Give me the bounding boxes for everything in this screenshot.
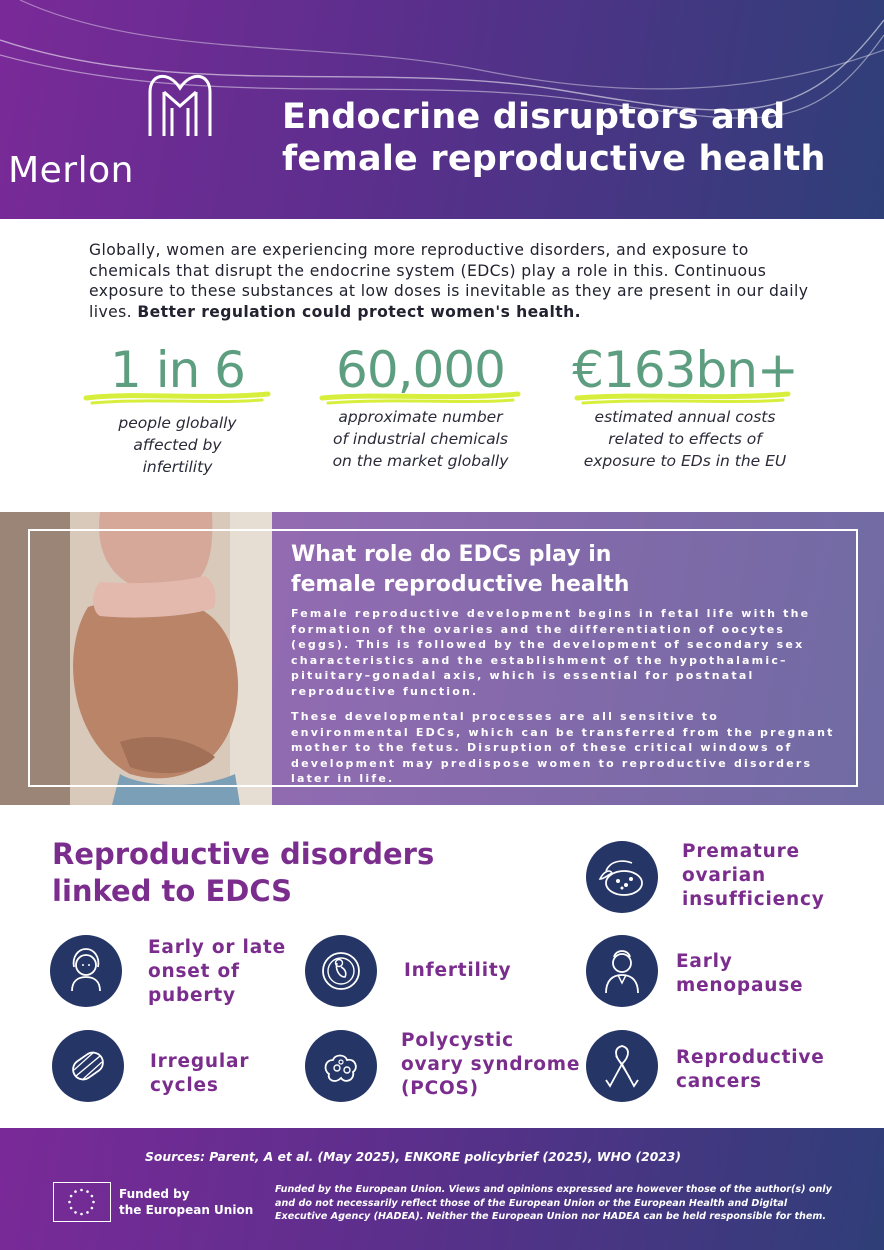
header-banner bbox=[0, 0, 884, 219]
stat-label-line: people globally bbox=[118, 414, 237, 432]
disorder-label bbox=[148, 936, 298, 1008]
disorders-heading bbox=[52, 836, 502, 910]
stat-infertility bbox=[80, 342, 275, 478]
stat-label-line: approximate number bbox=[338, 408, 503, 426]
disorder-label-line: Early or late bbox=[148, 937, 286, 958]
disorder-label bbox=[676, 1046, 866, 1094]
woman-icon bbox=[586, 935, 658, 1007]
disorder-label bbox=[682, 840, 872, 912]
role-heading-line-2: female reproductive health bbox=[291, 572, 630, 597]
disorder-label bbox=[401, 1029, 581, 1101]
stat-label-line: on the market globally bbox=[332, 452, 509, 470]
intro-paragraph bbox=[89, 240, 829, 322]
disorder-label-line: puberty bbox=[148, 985, 236, 1006]
intro-text: Globally, women are experiencing more reproductive disorders, and exposure to chemicals that disrupt the endocrine system (EDCs) play a role in this. Continuous exposure to these substances at low doses is inevitable as they are present in our daily lives. bbox=[89, 241, 809, 321]
disorder-label-line: cycles bbox=[150, 1075, 219, 1096]
stat-label-line: exposure to EDs in the EU bbox=[583, 452, 787, 470]
page-title-line-2: female reproductive health bbox=[282, 139, 826, 179]
disorder-label-line: ovary syndrome bbox=[401, 1054, 581, 1075]
funded-by-eu-line-1: Funded by bbox=[119, 1187, 190, 1201]
stat-label bbox=[318, 406, 523, 472]
disorder-label bbox=[676, 950, 866, 998]
stat-chemicals bbox=[318, 342, 523, 472]
stat-value: 1 in 6 bbox=[110, 341, 245, 399]
disorders-heading-line-1: Reproductive disorders bbox=[52, 837, 435, 871]
stat-label-line: of industrial chemicals bbox=[333, 430, 508, 448]
fetus-icon bbox=[305, 935, 377, 1007]
stat-label bbox=[565, 406, 805, 472]
cyst-icon bbox=[305, 1030, 377, 1102]
stat-costs bbox=[565, 342, 805, 472]
funded-by-eu-label bbox=[119, 1186, 259, 1218]
stat-label-line: infertility bbox=[142, 458, 213, 476]
stat-value: 60,000 bbox=[336, 341, 505, 399]
disorder-label-line: (PCOS) bbox=[401, 1078, 479, 1099]
page-title-line-1: Endocrine disruptors and bbox=[282, 97, 786, 137]
sanitary-pad-icon bbox=[52, 1030, 124, 1102]
sources-text: Sources: Parent, A et al. (May 2025), ENKORE policybrief (2025), WHO (2023) bbox=[145, 1150, 681, 1164]
disorder-label-line: insufficiency bbox=[682, 889, 825, 910]
disorder-label-line: Polycystic bbox=[401, 1030, 514, 1051]
disorder-label-line: menopause bbox=[676, 975, 804, 996]
disorders-heading-line-2: linked to EDCS bbox=[52, 874, 293, 908]
role-heading bbox=[291, 540, 851, 600]
intro-bold-text: Better regulation could protect women's health. bbox=[137, 302, 581, 321]
stat-label-line: estimated annual costs bbox=[594, 408, 776, 426]
disorder-label-line: Reproductive bbox=[676, 1047, 825, 1068]
disorder-label-line: cancers bbox=[676, 1071, 762, 1092]
eu-flag-icon bbox=[53, 1182, 111, 1222]
stat-label-line: affected by bbox=[133, 436, 222, 454]
merlon-logo-icon bbox=[138, 62, 222, 146]
disorder-label bbox=[404, 959, 554, 983]
girl-icon bbox=[50, 935, 122, 1007]
page-title bbox=[282, 96, 862, 180]
disorder-label-line: onset of bbox=[148, 961, 240, 982]
role-paragraph-1: Female reproductive development begins in fetal life with the formation of the ovaries and the differentiation of oocytes (eggs). This is followed by the development of secondary sex characteristics and the establishment of the hypothalamic–pituitary–gonadal axis, which is essential for postnatal reproductive function. bbox=[291, 607, 811, 698]
role-heading-line-1: What role do EDCs play in bbox=[291, 542, 612, 567]
funded-by-eu-line-2: the European Union bbox=[119, 1203, 254, 1217]
disorder-label-line: Premature bbox=[682, 841, 800, 862]
disorder-label-line: Irregular bbox=[150, 1051, 250, 1072]
ribbon-icon bbox=[586, 1030, 658, 1102]
disorder-label-line: Infertility bbox=[404, 960, 512, 981]
disorder-label bbox=[150, 1050, 300, 1098]
ovary-icon bbox=[586, 841, 658, 913]
role-paragraph-2: These developmental processes are all sensitive to environmental EDCs, which can be transferred from the pregnant mother to the fetus. Disruption of these critical windows of development may predispose women to reproductive disorders later in life. bbox=[291, 710, 835, 786]
disclaimer-text: Funded by the European Union. Views and opinions expressed are however those of the author(s) only and do not necessarily reflect those of the European Union or the European Health and Digital Executive Agency (HADEA). Neither the European Union nor HADEA can be held responsible for them. bbox=[275, 1184, 832, 1222]
logo-text: Merlon bbox=[8, 150, 134, 191]
disorder-label-line: Early bbox=[676, 951, 733, 972]
stat-label-line: related to effects of bbox=[608, 430, 762, 448]
disorder-label-line: ovarian bbox=[682, 865, 766, 886]
stat-label bbox=[80, 412, 275, 478]
stat-value: €163bn+ bbox=[572, 341, 798, 399]
